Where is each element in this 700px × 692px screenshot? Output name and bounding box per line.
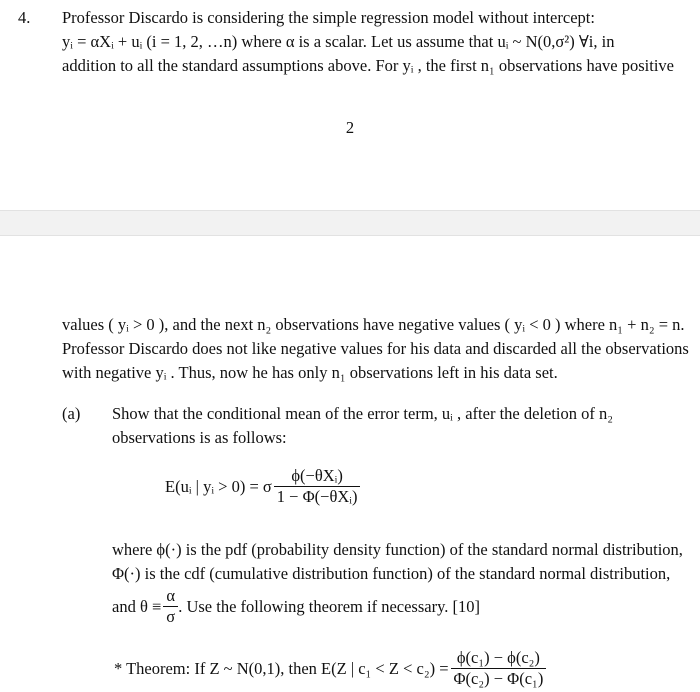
question-intro bbox=[62, 6, 692, 78]
theta-denominator: σ bbox=[163, 606, 178, 627]
intro-line-1: Professor Discardo is considering the simple regression model without intercept: bbox=[62, 8, 595, 27]
part-a-label: (a) bbox=[62, 404, 81, 423]
theta-definition bbox=[112, 586, 480, 627]
page-break-divider bbox=[0, 210, 700, 236]
continuation-paragraph bbox=[62, 313, 692, 385]
theta-suffix: . Use the following theorem if necessary. [10] bbox=[178, 596, 480, 616]
formula-numerator: ϕ(−θXᵢ) bbox=[291, 466, 343, 485]
theta-fraction bbox=[163, 586, 178, 627]
part-a-line-1: Show that the conditional mean of the error term, uᵢ , after the deletion of n₂ bbox=[112, 404, 614, 423]
continuation-line-3: with negative yᵢ . Thus, now he has only n₁ observations left in his data set. bbox=[62, 363, 558, 382]
where-line-1: where ϕ(·) is the pdf (probability density function) of the standard normal distribution, bbox=[112, 540, 683, 559]
part-a-line-2: observations is as follows: bbox=[112, 428, 287, 447]
question-number: 4. bbox=[18, 8, 31, 27]
theorem-prefix: * Theorem: If Z ~ N(0,1), then E(Z | c₁ < Z < c₂) = bbox=[114, 658, 449, 678]
intro-line-3: addition to all the standard assumptions above. For yᵢ , the first n₁ observations have positive bbox=[62, 56, 674, 75]
conditional-mean-formula bbox=[165, 466, 360, 507]
theorem-numerator: ϕ(c₁) − ϕ(c₂) bbox=[456, 648, 540, 667]
continuation-line-1: values ( yᵢ > 0 ), and the next n₂ observations have negative values ( yᵢ < 0 ) where n₁ + n₂ = n. bbox=[62, 315, 685, 334]
intro-line-2: yᵢ = αXᵢ + uᵢ (i = 1, 2, …n) where α is a scalar. Let us assume that uᵢ ~ N(0,σ²) ∀i, in bbox=[62, 32, 615, 51]
part-a-text bbox=[112, 402, 692, 450]
formula-fraction bbox=[274, 466, 361, 507]
page-number: 2 bbox=[345, 118, 355, 137]
theta-numerator: α bbox=[166, 586, 176, 605]
where-paragraph bbox=[112, 538, 692, 586]
theorem-denominator: Φ(c₂) − Φ(c₁) bbox=[451, 668, 547, 689]
theta-prefix: and θ ≡ bbox=[112, 596, 162, 616]
formula-lhs: E(uᵢ | yᵢ > 0) = σ bbox=[165, 476, 272, 496]
formula-denominator: 1 − Φ(−θXᵢ) bbox=[274, 486, 361, 507]
theorem-statement bbox=[114, 648, 546, 689]
where-line-2: Φ(·) is the cdf (cumulative distribution function) of the standard normal distribution, bbox=[112, 564, 671, 583]
continuation-line-2: Professor Discardo does not like negative values for his data and discarded all the observations bbox=[62, 339, 689, 358]
theorem-fraction bbox=[451, 648, 547, 689]
